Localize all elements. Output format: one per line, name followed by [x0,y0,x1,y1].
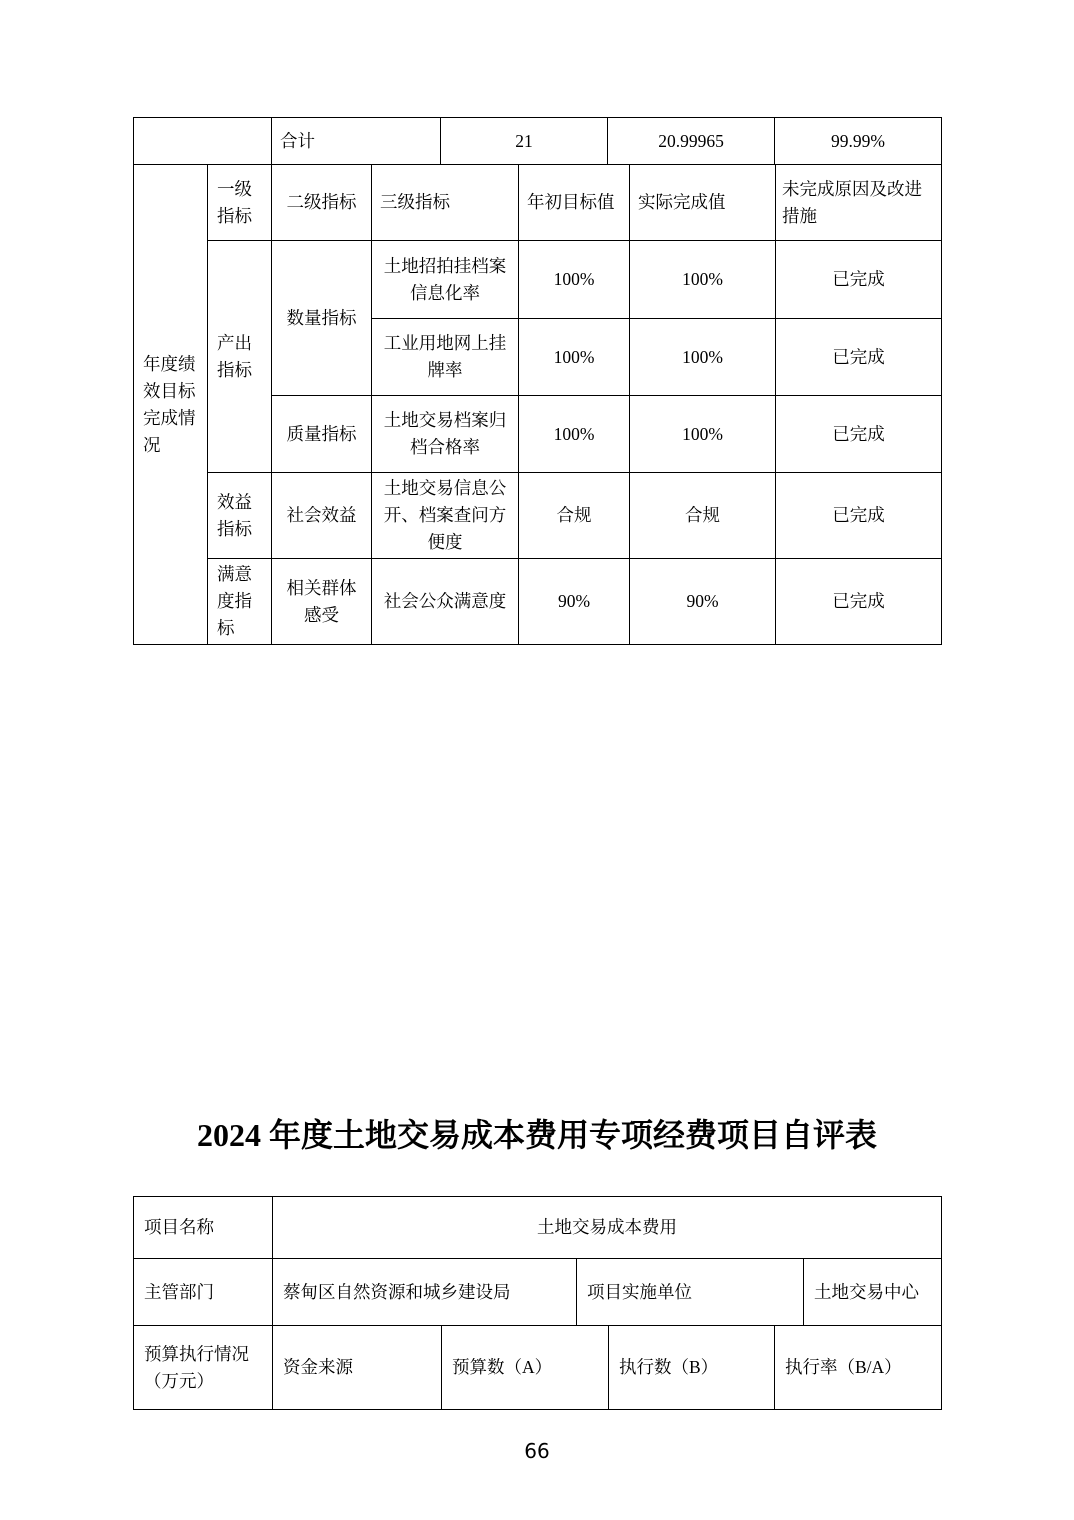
reason-cell: 已完成 [776,396,942,473]
budget-execution-row [134,1326,942,1410]
performance-summary-row [133,117,942,165]
level3-indicator-cell: 土地招拍挂档案信息化率 [372,241,519,319]
actual-value-cell: 100% [630,241,776,319]
indicator-header-row [134,165,942,241]
reason-cell: 已完成 [776,473,942,559]
execution-rate-label: 执行率（B/A） [775,1326,942,1410]
page-number: 66 [524,1439,550,1463]
initial-target-cell: 合规 [519,473,630,559]
level3-indicator-cell: 土地交易档案归档合格率 [372,396,519,473]
header-initial-target: 年初目标值 [519,165,630,241]
annual-performance-group-label: 年度绩效目标完成情况 [134,165,208,645]
implementing-unit-label: 项目实施单位 [577,1259,804,1326]
actual-value-cell: 合规 [630,473,776,559]
summary-actual-value: 20.99965 [608,118,775,165]
indicator-row [134,473,942,559]
header-level1: 一级指标 [208,165,272,241]
project-name-row [134,1197,942,1259]
initial-target-cell: 100% [519,396,630,473]
budget-execution-label: 预算执行情况（万元） [134,1326,273,1410]
reason-cell: 已完成 [776,241,942,319]
header-actual-value: 实际完成值 [630,165,776,241]
summary-completion-rate: 99.99% [775,118,942,165]
level1-indicator-cell: 产出指标 [208,241,272,473]
execution-b-label: 执行数（B） [609,1326,775,1410]
funding-source-label: 资金来源 [273,1326,442,1410]
department-row [134,1259,942,1326]
level2-indicator-cell: 社会效益 [272,473,372,559]
level3-indicator-cell: 社会公众满意度 [372,559,519,645]
initial-target-cell: 100% [519,241,630,319]
summary-total-label: 合计 [272,118,441,165]
header-reason: 未完成原因及改进措施 [776,165,942,241]
section-title: 2024 年度土地交易成本费用专项经费项目自评表 [196,1117,877,1153]
initial-target-cell: 100% [519,319,630,396]
level2-indicator-cell: 数量指标 [272,241,372,396]
actual-value-cell: 100% [630,319,776,396]
budget-a-label: 预算数（A） [442,1326,609,1410]
implementing-unit-value: 土地交易中心 [804,1259,942,1326]
level3-indicator-cell: 工业用地网上挂牌率 [372,319,519,396]
summary-row [134,118,942,165]
indicator-row [134,241,942,319]
reason-cell: 已完成 [776,319,942,396]
summary-empty-cell [134,118,272,165]
indicator-row [134,559,942,645]
department-label: 主管部门 [134,1259,273,1326]
level1-indicator-cell: 满意度指标 [208,559,272,645]
reason-cell: 已完成 [776,559,942,645]
self-eval-table [133,1196,942,1410]
header-level2: 二级指标 [272,165,372,241]
level1-indicator-cell: 效益指标 [208,473,272,559]
actual-value-cell: 90% [630,559,776,645]
level2-indicator-cell: 相关群体感受 [272,559,372,645]
project-name-value: 土地交易成本费用 [273,1197,942,1259]
level2-indicator-cell: 质量指标 [272,396,372,473]
level3-indicator-cell: 土地交易信息公开、档案查问方便度 [372,473,519,559]
header-level3: 三级指标 [372,165,519,241]
performance-indicator-table [133,164,942,645]
project-name-label: 项目名称 [134,1197,273,1259]
initial-target-cell: 90% [519,559,630,645]
actual-value-cell: 100% [630,396,776,473]
summary-annual-target-value: 21 [441,118,608,165]
department-value: 蔡甸区自然资源和城乡建设局 [273,1259,577,1326]
